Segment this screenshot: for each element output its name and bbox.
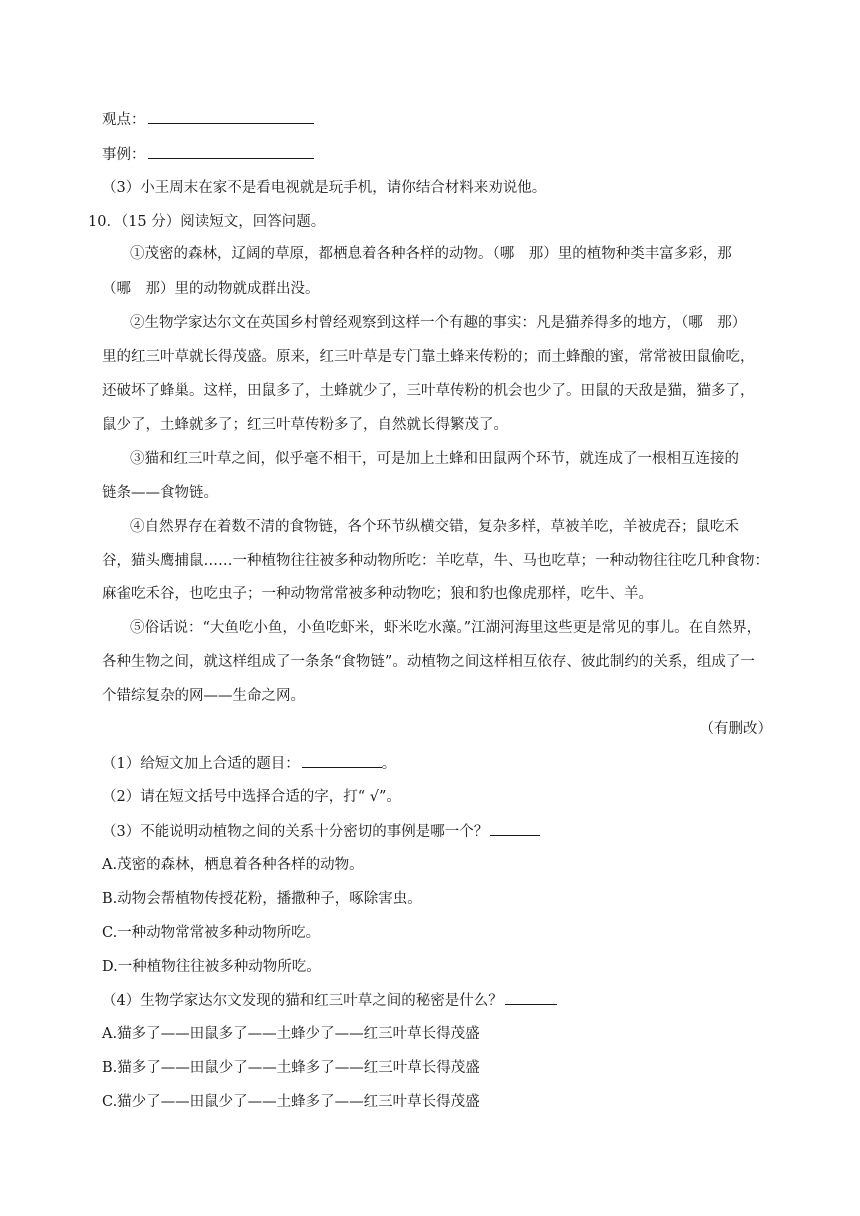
paragraph-4-line-3: 麻雀吃禾谷，也吃虫子；一种动物常常被多种动物吃；狼和豹也像虎那样，吃牛、羊。 <box>102 586 653 602</box>
paragraph-4-line-2: 谷，猫头鹰捕鼠……一种植物往往被多种动物所吃：羊吃草，牛、马也吃草；一种动物往往吃几种食物： <box>102 553 769 569</box>
q4-option-a: A.猫多了——田鼠多了——土蜂少了——红三叶草长得茂盛 <box>102 1026 480 1042</box>
paragraph-2-line-2: 里的红三叶草就长得茂盛。原来，红三叶草是专门靠土蜂来传粉的；而土蜂酿的蜜，常常被田鼠偷吃， <box>102 349 755 365</box>
viewpoint-blank[interactable] <box>148 109 314 124</box>
q4-option-b: B.猫多了——田鼠少了——土蜂多了——红三叶草长得茂盛 <box>102 1060 480 1076</box>
paragraph-3-line-1: ③猫和红三叶草之间，似乎毫不相干，可是加上土蜂和田鼠两个环节，就连成了一根相互连接的 <box>130 451 739 467</box>
edit-note: （有删改） <box>699 721 772 737</box>
paragraph-5-line-1: ⑤俗话说：“大鱼吃小鱼，小鱼吃虾米，虾米吃水藻。”江湖河海里这些更是常见的事儿。在自然界， <box>130 620 762 636</box>
question-3 <box>102 821 540 842</box>
paragraph-1-line-2: （哪 那）里的动物就成群出没。 <box>102 281 320 297</box>
question-1-end: 。 <box>381 756 397 772</box>
question-1 <box>102 753 396 774</box>
viewpoint-label: 观点： <box>102 112 146 128</box>
question-1-text: （1）给短文加上合适的题目： <box>102 756 300 772</box>
example-blank[interactable] <box>148 144 314 159</box>
paragraph-5-line-3: 个错综复杂的网——生命之网。 <box>102 688 305 704</box>
q3-option-a: A.茂密的森林，栖息着各种各样的动物。 <box>102 857 364 873</box>
paragraph-4-line-1: ④自然界存在着数不清的食物链，各个环节纵横交错，复杂多样，草被羊吃，羊被虎吞；鼠吃禾 <box>130 519 739 535</box>
paragraph-2-line-4: 鼠少了，土蜂就多了；红三叶草传粉多了，自然就长得繁茂了。 <box>102 417 508 433</box>
example-label: 事例： <box>102 147 146 163</box>
paragraph-2-line-3: 还破坏了蜂巢。这样，田鼠多了，土蜂就少了，三叶草传粉的机会也少了。田鼠的天敌是猫，猫多了， <box>102 383 755 399</box>
question-4-text: （4）生物学家达尔文发现的猫和红三叶草之间的秘密是什么？ <box>102 993 503 1009</box>
example-line <box>102 144 314 165</box>
paragraph-1-line-1: ①茂密的森林，辽阔的草原，都栖息着各种各样的动物。（哪 那）里的植物种类丰富多彩，那 <box>130 246 732 262</box>
q3-option-c: C.一种动物常常被多种动物所吃。 <box>102 925 321 941</box>
question-4 <box>102 990 557 1011</box>
title-answer-blank[interactable] <box>302 753 382 768</box>
question-4-answer-blank[interactable] <box>505 990 557 1005</box>
viewpoint-line <box>102 109 314 130</box>
paragraph-2-line-1: ②生物学家达尔文在英国乡村曾经观察到这样一个有趣的事实：凡是猫养得多的地方，（哪 那） <box>130 315 747 331</box>
paragraph-3-line-2: 链条——食物链。 <box>102 485 218 501</box>
question-2: （2）请在短文括号中选择合适的字，打“ √”。 <box>102 789 401 805</box>
prev-question-3: （3）小王周末在家不是看电视就是玩手机，请你结合材料来劝说他。 <box>102 180 547 196</box>
q3-option-d: D.一种植物往往被多种动物所吃。 <box>102 959 321 975</box>
question-3-text: （3）不能说明动植物之间的关系十分密切的事例是哪一个？ <box>102 824 489 840</box>
q4-option-c: C.猫少了——田鼠少了——土蜂多了——红三叶草长得茂盛 <box>102 1094 480 1110</box>
question-10-header: 10．（15 分）阅读短文，回答问题。 <box>88 214 326 230</box>
question-3-answer-blank[interactable] <box>490 821 540 836</box>
q3-option-b: B.动物会帮植物传授花粉，播撒种子，啄除害虫。 <box>102 891 422 907</box>
paragraph-5-line-2: 各种生物之间，就这样组成了一条条“食物链”。动植物之间这样相互依存、彼此制约的关系，组成了一 <box>102 654 755 670</box>
